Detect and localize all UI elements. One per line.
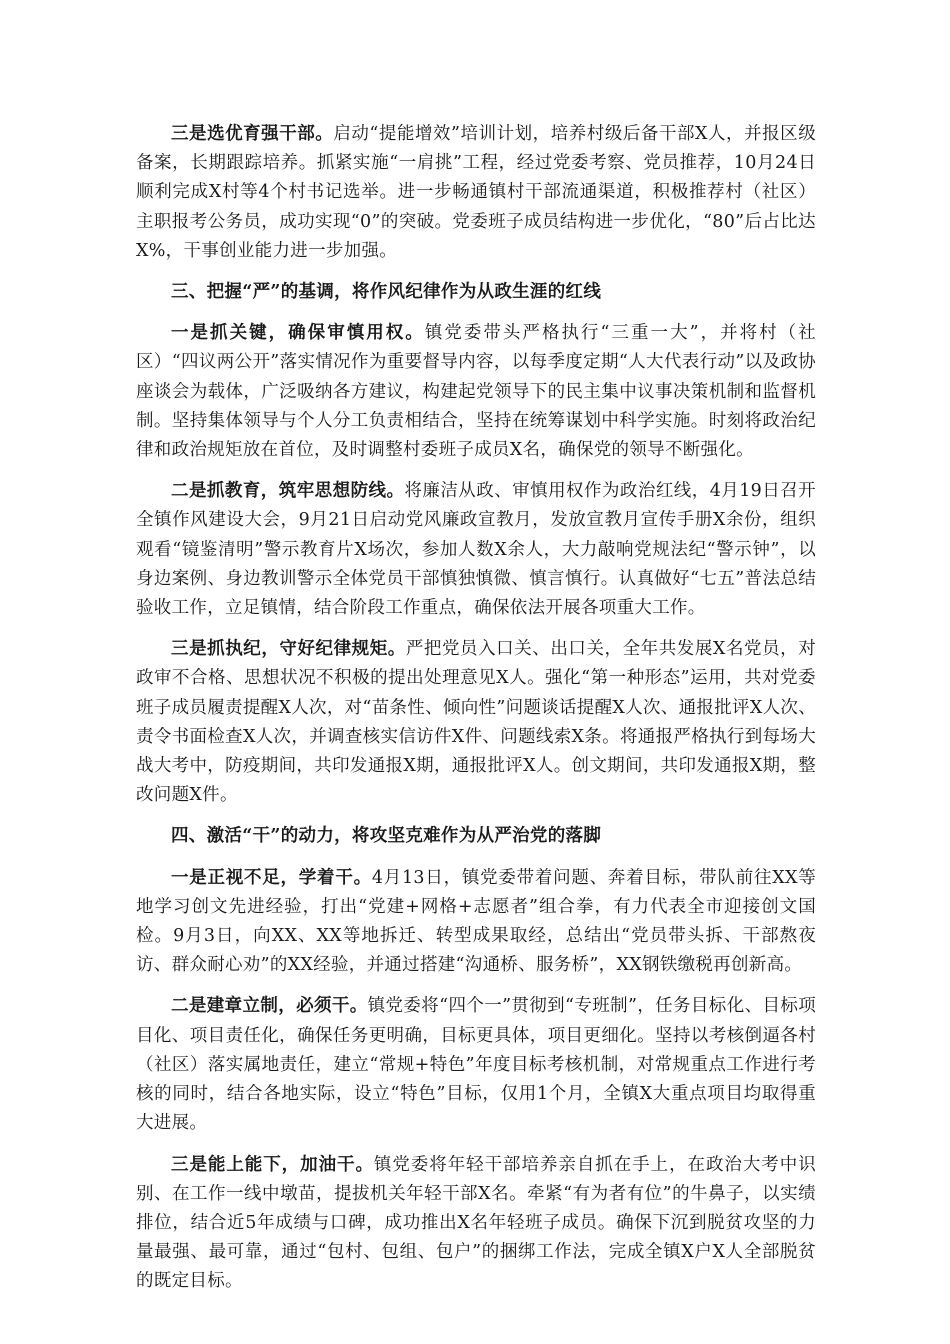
section-heading-discipline: 三、把握“严”的基调，将作风纪律作为从政生涯的红线 [171, 282, 602, 303]
paragraph-prudent-power [136, 319, 816, 465]
paragraph-text: 将廉洁从政、审慎用权作为政治红线，4月19日召开全镇作风建设大会，9月21日启动党风廉政宣教月，发放宣教月宣传手册X余份，组织观看“镜鉴清明”警示教育片X场次，参加人数X余人，大力敲响党规法纪“警示钟”，以身边案例、身边教训警示全体党员干部慎独慎微、慎言慎行。认真做好“七五”普法总结验收工作，立足镇情，结合阶段工作重点，确保依法开展各项重大工作。 [136, 481, 816, 619]
paragraph-lead: 一是正视不足，学着干。 [171, 867, 372, 888]
paragraph-lead: 三是抓执纪，守好纪律规矩。 [171, 639, 406, 660]
paragraph-lead: 一是抓关键，确保审慎用权。 [171, 323, 425, 344]
paragraph-enforcement [136, 635, 816, 810]
paragraph-text: 4月13日，镇党委带着问题、奔着目标，带队前往XX等地学习创文先进经验，打出“党建+网格+志愿者”组合拳，有力代表全市迎接创文国检。9月3日，向XX、XX等地拆迁、转型成果取经，总结出“党员带头拆、干部熬夜访、群众耐心劝”的XX经验，并通过搭建“沟通桥、服务桥”，XX钢铁缴税再创新高。 [136, 867, 816, 976]
paragraph-learning [136, 864, 816, 981]
paragraph-text: 镇党委将“四个一”贯彻到“专班制”，任务目标化、目标项目化、项目责任化，确保任务更明确，目标更具体，项目更细化。坚持以考核倒逼各村（社区）落实属地责任，建立“常规+特色”年度目标考核机制，对常规重点工作进行考核的同时，结合各地实际，设立“特色”目标，仅用1个月，全镇X大重点项目均取得重大进展。 [136, 996, 816, 1134]
paragraph-text: 严把党员入口关、出口关，全年共发展X名党员，对政审不合格、思想状况不积极的提出处理意见X人。强化“第一种形态”运用，共对党委班子成员履责提醒X人次，对“苗条性、倾向性”问题谈话提醒X人次、通报批评X人次、责令书面检查X人次，并调查核实信访件X件、问题线索X条。将通报严格执行到每场大战大考中，防疫期间，共印发通报X期，通报批评X人。创文期间，共印发通报X期，整改问题X件。 [136, 639, 817, 806]
paragraph-promotion [136, 1151, 816, 1297]
paragraph-education [136, 477, 816, 623]
paragraph-cadre-training [136, 120, 816, 266]
paragraph-text: 镇党委将年轻干部培养亲自抓在手上，在政治大考中识别、在工作一线中墩苗，提拔机关年轻干部X名。牵紧“有为者有位”的牛鼻子，以实绩排位，结合近5年成绩与口碑，成功推出X名年轻班子成员。确保下沉到脱贫攻坚的力量最强、最可靠，通过“包村、包组、包户”的捆绑工作法，完成全镇X户X人全部脱贫的既定目标。 [136, 1154, 816, 1292]
document-page [136, 120, 816, 1309]
paragraph-rules [136, 992, 816, 1138]
paragraph-lead: 三是选优育强干部。 [171, 124, 334, 144]
paragraph-lead: 二是抓教育，筑牢思想防线。 [171, 481, 405, 502]
paragraph-text: 镇党委带头严格执行“三重一大”，并将村（社区）“四议两公开”落实情况作为重要督导内容，以每季度定期“人大代表行动”以及政协座谈会为载体，广泛吸纳各方建议，构建起党领导下的民主集中议事决策机制和监督机制。坚持集体领导与个人分工负责相结合，坚持在统筹谋划中科学实施。时刻将政治纪律和政治规矩放在首位，及时调整村委班子成员X名，确保党的领导不断强化。 [136, 323, 816, 461]
paragraph-lead: 三是能上能下，加油干。 [171, 1154, 374, 1175]
section-heading-motivation: 四、激活“干”的动力，将攻坚克难作为从严治党的落脚 [171, 826, 602, 847]
paragraph-text: 启动“提能增效”培训计划，培养村级后备干部X人，并报区级备案，长期跟踪培养。抓紧实施“一肩挑”工程，经过党委考察、党员推荐，10月24日顺利完成X村等4个村书记选举。进一步畅通镇村干部流通渠道，积极推荐村（社区）主职报考公务员，成功实现“0”的突破。党委班子成员结构进一步优化，“80”后占比达X%，干事创业能力进一步加强。 [136, 124, 817, 261]
paragraph-lead: 二是建章立制，必须干。 [171, 996, 368, 1017]
